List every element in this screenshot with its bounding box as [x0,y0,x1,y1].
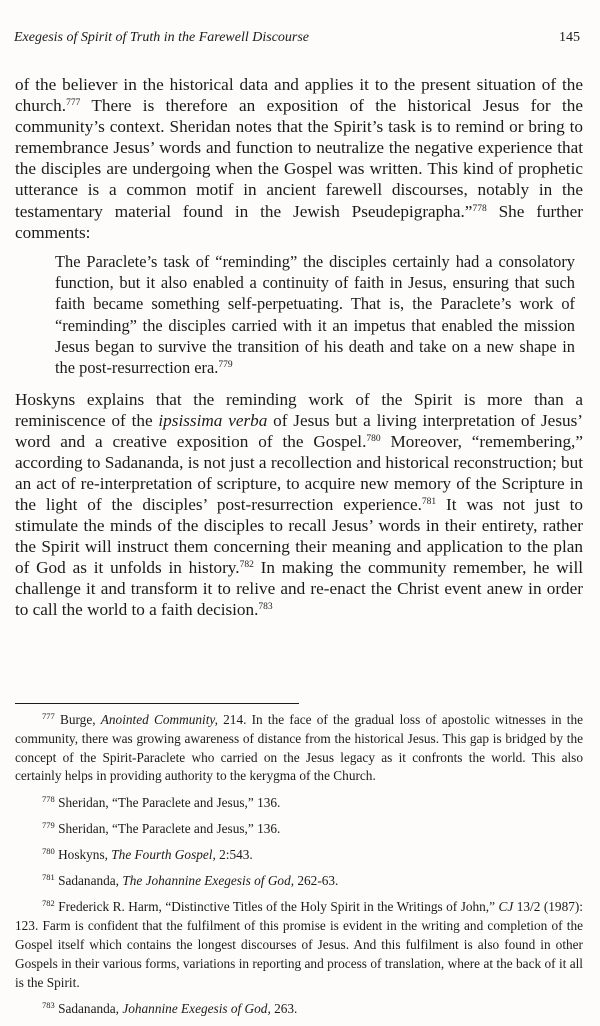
footnote-778 [15,794,583,813]
footnote-title: Johannine Exegesis of God, [122,1000,271,1016]
latin-phrase: ipsissima verba [158,410,268,430]
footnote-text: Frederick R. Harm, “Distinctive Titles of the Holy Spirit in the Writings of John,” [54,899,499,915]
footnote-ref-778[interactable]: 778 [472,203,487,214]
footnote-title: Anointed Community, [100,712,218,727]
paragraph-2-text-c: Moreover, “remembering,” according to Sadananda, is not just a recollection and historical reconstruction; but an act of re-interpretation of scripture, to acquire new memory of the Scripture in the light of the disciples’ post-resurrection experience. [15,431,583,514]
footnote-777 [15,711,583,786]
footnote-783 [15,1000,583,1019]
paragraph-1 [15,74,583,243]
page-number: 145 [559,30,580,45]
footnote-780 [15,846,583,865]
footnote-number: 782 [42,898,55,909]
footnote-ref-783[interactable]: 783 [258,602,273,613]
paragraph-2 [15,389,583,621]
footnote-number: 780 [42,845,55,856]
main-text [15,74,583,621]
paragraph-2-text-e: In making the community remember, he will challenge it and transform it to relive and re-enact the Christ event anew in order to call the world to a faith decision. [15,558,584,620]
footnotes [15,711,583,1026]
paragraph-2-text-a: Hoskyns explains that the reminding work of the Spirit is more than a reminiscence of the [15,389,583,430]
footnote-text: 2:543. [215,846,253,862]
footnote-text: 214. In the face of the gradual loss of apostolic witnesses in the community, there was growing awareness of distance from the historical Jesus. This gap is bridged by the concept of the Spirit-Paraclete who carried on the Jesus legacy as it confronts the world. This also certainly helps in providing authority to the kerygma of the Church. [15,712,584,784]
running-title: Exegesis of Spirit of Truth in the Farewell Discourse [14,30,310,45]
block-quote-text: The Paraclete’s task of “reminding” the disciples certainly had a consolatory function, but it also enabled a continuity of faith in Jesus, ensuring that such faith became something self-perpetuating. That is, the Paraclete’s work of “reminding” the disciples carried with it an impetus that enabled the mission Jesus began to survive the transition of his death and take on a new shape in the post-resurrection era. [55,251,575,378]
footnote-number: 777 [42,711,55,721]
footnote-ref-782[interactable]: 782 [239,560,254,571]
footnote-text: Hoskyns, [54,846,112,862]
footnote-number: 781 [42,872,55,883]
footnote-text: Sheridan, “The Paraclete and Jesus,” 136. [54,794,281,810]
paragraph-2-text-d: It was not just to stimulate the minds of the disciples to recall Jesus’ words in their entirety, rather the Spirit will instruct them concerning their meaning and application to the plan of God as it unfolds in history. [15,495,583,578]
footnote-text: 13/2 (1987): 123. Farm is confident that the fulfilment of this promise is evident in the writing and completion of the Gospel itself which contains the longest discourses of Jesus. And this fulfilment is also found in other Gospels in their various forms, variations in reporting and process of translation, where at the back of it all is the Spirit. [15,899,583,990]
footnote-number: 778 [42,793,55,804]
paragraph-1-text-b: There is therefore an exposition of the historical Jesus for the community’s context. Sheridan notes that the Spirit’s task is to remind or bring to remembrance Jesus’ words and function to neutralize the negative experience that the disciples are undergoing when the Gospel was written. This kind of prophetic utterance is a common motif in ancient farewell discourses, notably in the testamentary material found in the Jewish Pseudepigrapha.” [15,96,583,221]
footnote-number: 779 [42,819,55,830]
footnote-text: Sadananda, [54,1000,123,1016]
footnote-ref-780[interactable]: 780 [366,433,381,444]
footnote-ref-781[interactable]: 781 [421,497,437,507]
footnote-781 [15,872,583,891]
footnote-779 [15,820,583,839]
footnote-text: 263. [270,1000,298,1016]
footnote-ref-779[interactable]: 779 [218,360,233,371]
footnote-number: 783 [42,999,55,1010]
footnote-text: 262-63. [294,873,339,889]
page-header [14,30,580,46]
block-quote [55,251,575,379]
footnote-ref-777[interactable]: 777 [66,98,81,109]
footnote-text: Sadananda, [54,873,123,889]
footnote-text: Burge, [54,712,101,727]
paragraph-1-text-a: of the believer in the historical data and applies it to the present situation of the church. [15,75,583,116]
footnote-782 [15,898,583,992]
footnote-title: CJ [498,899,514,915]
paragraph-2-text-b: of Jesus but a living interpretation of Jesus’ word and a creative exposition of the Gospel. [15,410,584,451]
footnote-text: Sheridan, “The Paraclete and Jesus,” 136. [54,820,281,836]
footnote-title: The Fourth Gospel, [111,846,216,862]
footnote-title: The Johannine Exegesis of God, [122,873,295,889]
footnote-divider [15,703,299,704]
paragraph-1-text-c: She further comments: [15,201,584,242]
